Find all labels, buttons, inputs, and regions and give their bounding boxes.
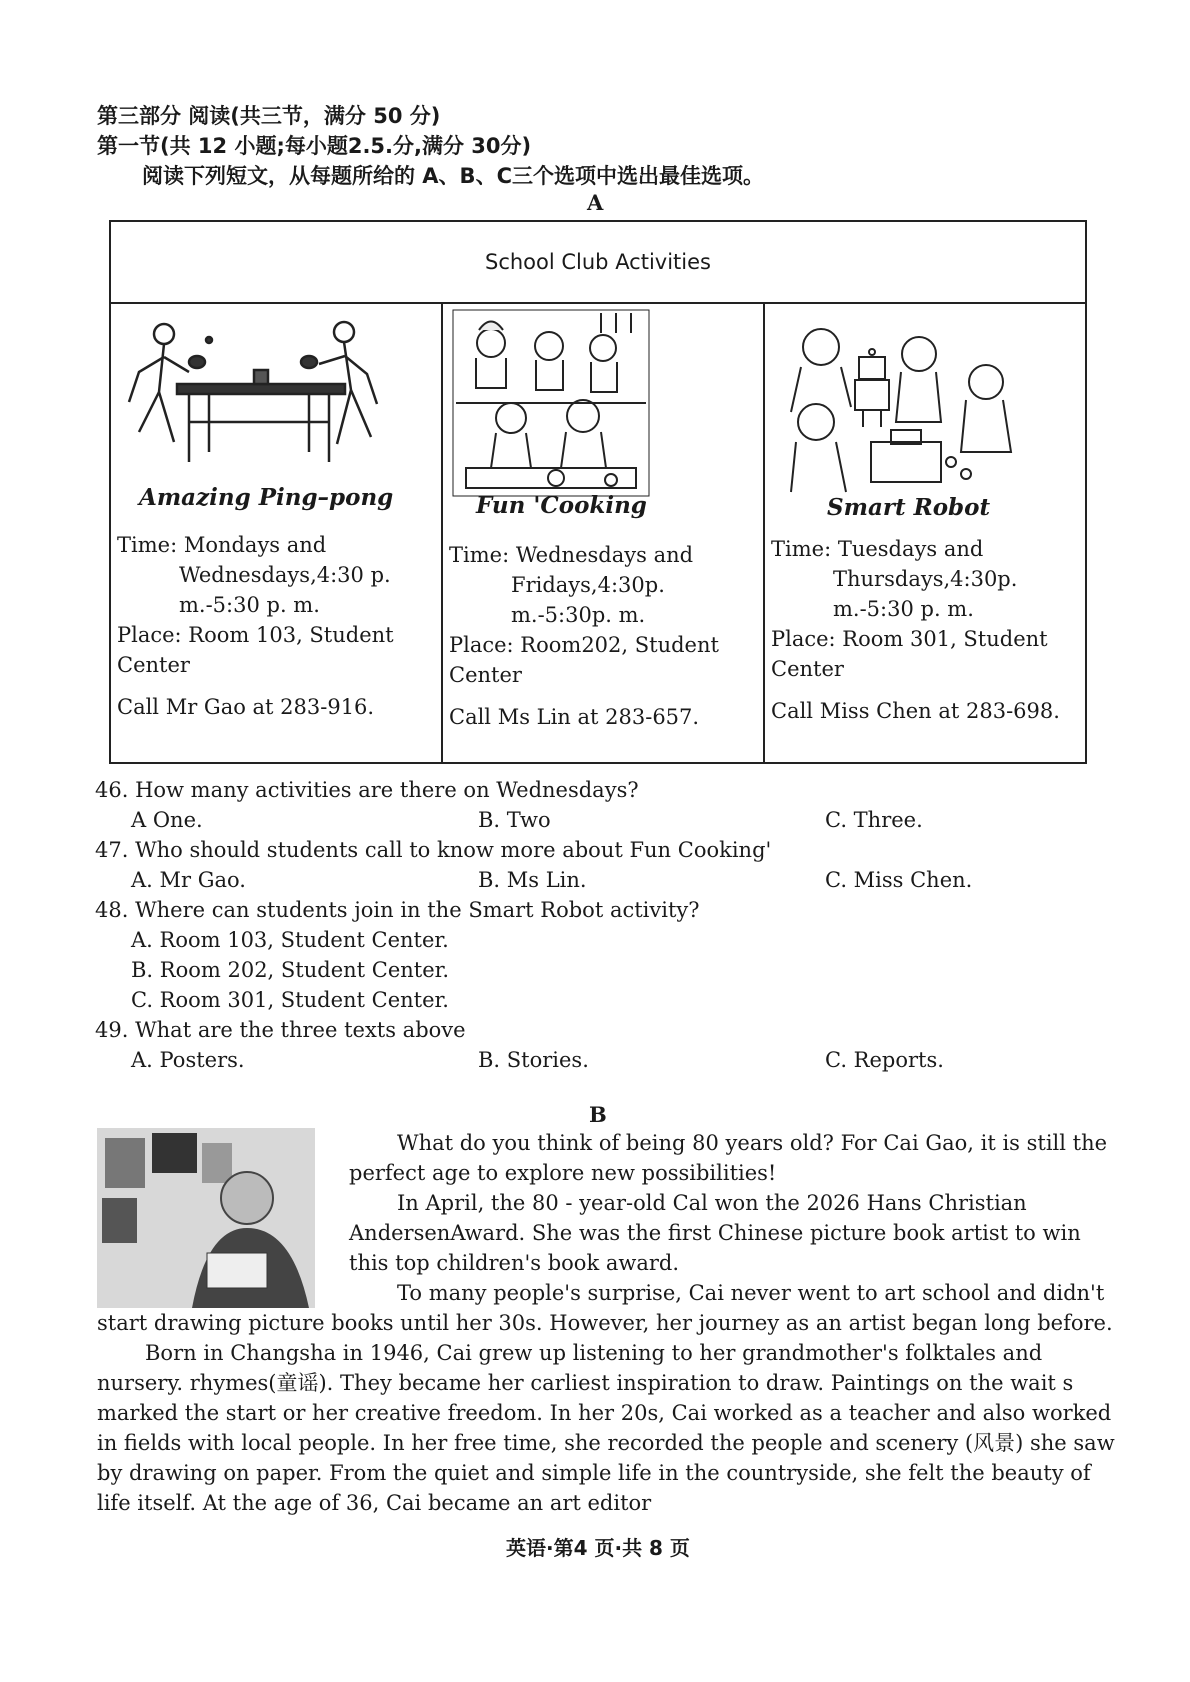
option-48-a: A. Room 103, Student Center. (131, 928, 449, 952)
question-47: 47. Who should students call to know more about Fun Cooking' (95, 838, 772, 862)
place-line: Place: Room 103, Student (117, 623, 394, 647)
club-info (449, 540, 761, 732)
paragraph-line: Born in Changsha in 1946, Cai grew up listening to her grandmother's folktales and (145, 1341, 1043, 1365)
club-cell-pingpong (111, 304, 441, 764)
paragraph-line: In April, the 80 - year-old Cal won the 2026 Hans Christian (397, 1191, 1027, 1215)
cai-gao-photo (97, 1128, 315, 1308)
time-line: Thursdays,4:30p. (833, 567, 1018, 591)
club-info (771, 534, 1083, 726)
place-line: Center (771, 657, 844, 681)
table-title: School Club Activities (111, 222, 1085, 304)
paragraph-line: perfect age to explore new possibilities! (349, 1161, 777, 1185)
paragraph-line: To many people's surprise, Cai never went to art school and didn't (397, 1281, 1105, 1305)
paragraph-line: start drawing picture books until her 30s. However, her journey as an artist began long before. (97, 1311, 1113, 1335)
option-48-c: C. Room 301, Student Center. (131, 988, 449, 1012)
club-name: Fun 'Cooking (476, 492, 647, 519)
passage-b-label: B (589, 1102, 607, 1127)
club-info (117, 530, 437, 722)
place-line: Center (449, 663, 522, 687)
passage-a-label: A (587, 190, 604, 215)
question-49: 49. What are the three texts above (95, 1018, 466, 1042)
club-cell-cooking (443, 304, 763, 764)
option-48-b: B. Room 202, Student Center. (131, 958, 450, 982)
place-line: Place: Room 301, Student (771, 627, 1048, 651)
paragraph-line: What do you think of being 80 years old? For Cai Gao, it is still the (397, 1131, 1108, 1155)
option-46-b: B. Two (478, 808, 551, 832)
passage-b-body (97, 1308, 1137, 1518)
time-line: m.-5:30 p. m. (833, 597, 974, 621)
question-48: 48. Where can students join in the Smart Robot activity? (95, 898, 700, 922)
option-46-c: C. Three. (825, 808, 923, 832)
part-title: 第三部分 阅读(共三节，满分 50 分) (97, 104, 441, 128)
section-title: 第一节(共 12 小题;每小题2.5.分,满分 30分) (97, 134, 532, 158)
time-line: Fridays,4:30p. (511, 573, 665, 597)
paragraph-line: nursery. rhymes(童谣). They became her carliest inspiration to draw. Paintings on the wait s (97, 1371, 1074, 1395)
option-49-c: C. Reports. (825, 1048, 944, 1072)
contact-line: Call Ms Lin at 283-657. (449, 705, 700, 729)
time-line: Time: Tuesdays and (771, 537, 984, 561)
option-49-b: B. Stories. (478, 1048, 589, 1072)
club-name: Smart Robot (827, 494, 991, 521)
paragraph-line: life itself. At the age of 36, Cai became an art editor (97, 1491, 652, 1515)
pingpong-illustration (119, 312, 399, 472)
club-cell-robot (765, 304, 1085, 764)
option-46-a: A One. (131, 808, 203, 832)
question-46: 46. How many activities are there on Wednesdays? (95, 778, 639, 802)
time-line: Time: Wednesdays and (449, 543, 694, 567)
option-47-b: B. Ms Lin. (478, 868, 587, 892)
paragraph-line: marked the start or her creative freedom. In her 20s, Cai worked as a teacher and also worked (97, 1401, 1112, 1425)
place-line: Center (117, 653, 190, 677)
time-line: m.-5:30p. m. (511, 603, 646, 627)
paragraph-line: by drawing on paper. From the quiet and simple life in the countryside, she felt the beauty of (97, 1461, 1091, 1485)
paragraph-line: this top children's book award. (349, 1251, 680, 1275)
paragraph-line: AndersenAward. She was the first Chinese picture book artist to win (349, 1221, 1081, 1245)
contact-line: Call Mr Gao at 283-916. (117, 695, 375, 719)
passage-b-intro (349, 1128, 1109, 1308)
place-line: Place: Room202, Student (449, 633, 719, 657)
paragraph-line: in fields with local people. In her free time, she recorded the people and scenery (风景) she saw (97, 1431, 1115, 1455)
option-47-a: A. Mr Gao. (131, 868, 246, 892)
time-line: m.-5:30 p. m. (179, 593, 320, 617)
robot-illustration (771, 312, 1041, 497)
contact-line: Call Miss Chen at 283-698. (771, 699, 1060, 723)
option-47-c: C. Miss Chen. (825, 868, 973, 892)
time-line: Wednesdays,4:30 p. (179, 563, 391, 587)
club-name: Amazing Ping–pong (139, 484, 394, 511)
cooking-illustration (451, 308, 651, 498)
option-49-a: A. Posters. (131, 1048, 245, 1072)
page-footer: 英语·第4 页·共 8 页 (506, 1536, 690, 1560)
instruction: 阅读下列短文，从每题所给的 A、B、C三个选项中选出最佳选项。 (142, 164, 764, 188)
time-line: Time: Mondays and (117, 533, 327, 557)
club-activities-table (109, 220, 1087, 764)
